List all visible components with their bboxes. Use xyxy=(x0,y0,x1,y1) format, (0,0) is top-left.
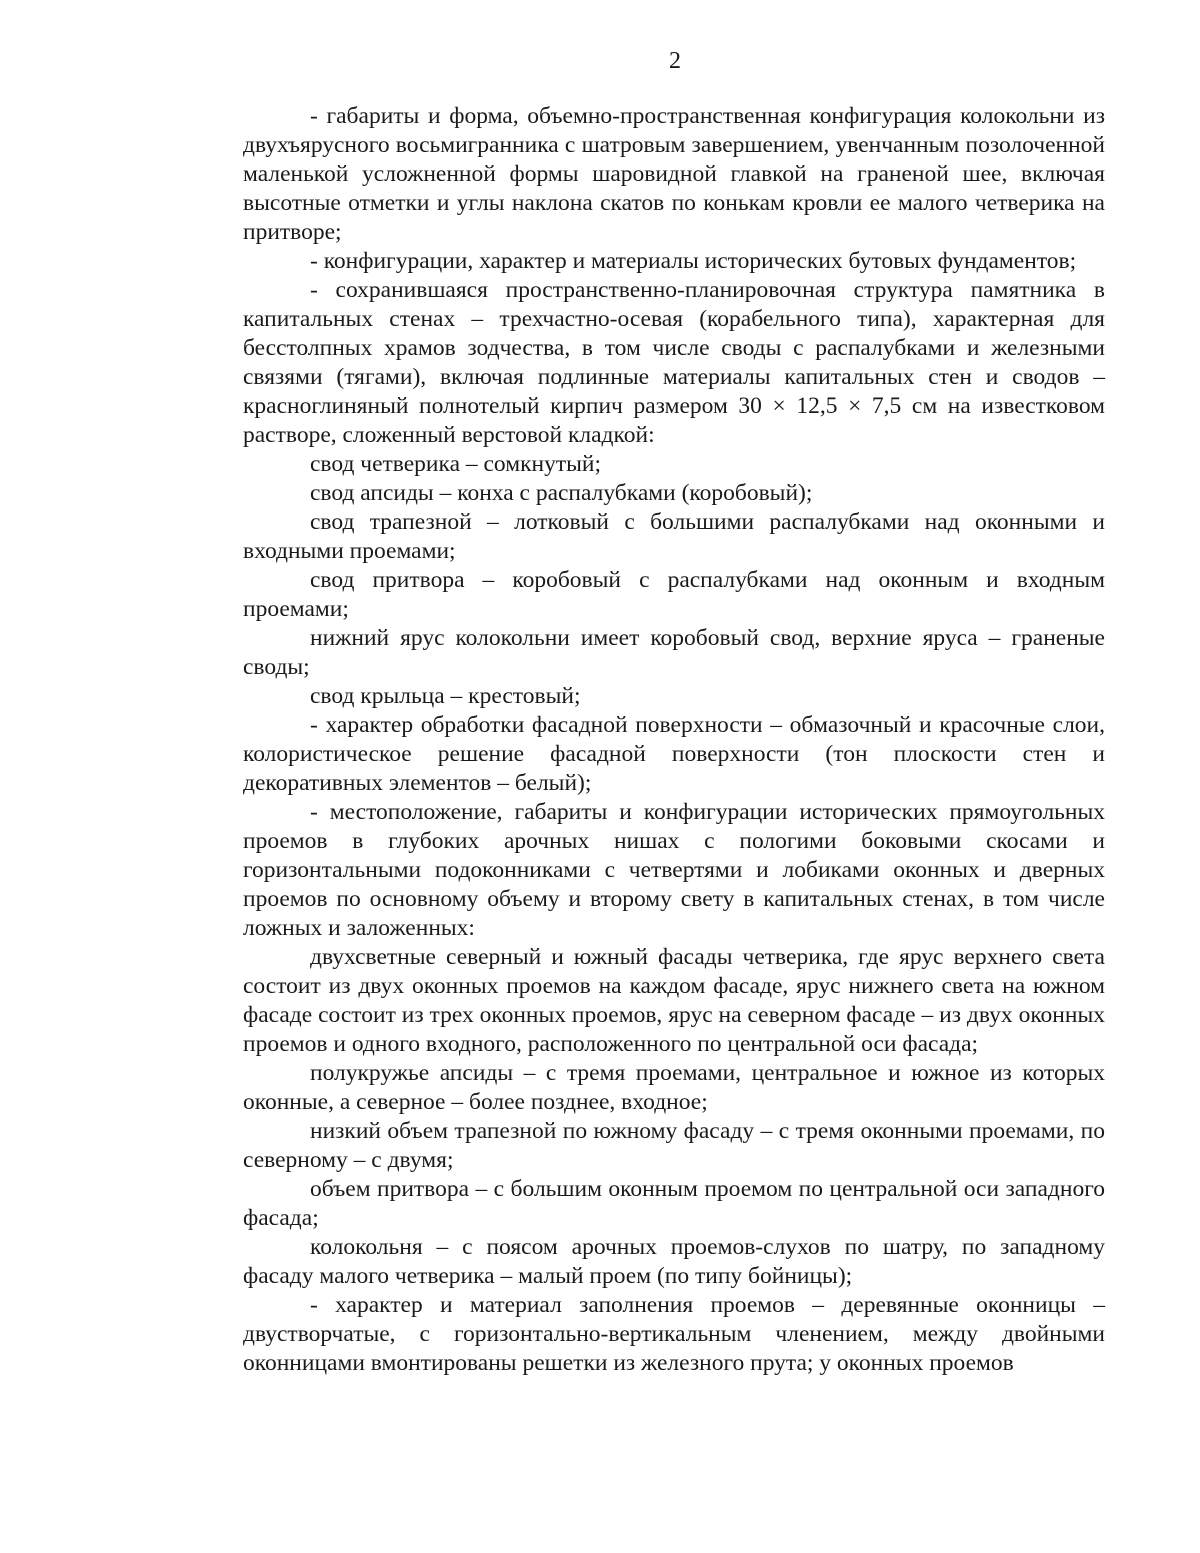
paragraph-bell-tower-openings: колокольня – с поясом арочных проемов-слухов по шатру, по западному фасаду малого четверика – малый проем (по типу бойницы); xyxy=(243,1234,1105,1289)
paragraph-openings-location: - местоположение, габариты и конфигурации исторических прямоугольных проемов в глубоких арочных нишах с пологими боковыми скосами и горизонтальными подоконниками с четвертями и лобиками оконных и дверных проемов по основному объему и второму свету в капитальных стенах, в том числе ложных и заложенных: xyxy=(243,799,1105,941)
paragraph-window-fillings: - характер и материал заполнения проемов – деревянные оконницы – двустворчатые, с горизонтально-вертикальным членением, между двойными оконницами вмонтированы решетки из железного прута; у оконных проемов xyxy=(243,1292,1105,1376)
paragraph-spatial-structure: - сохранившаяся пространственно-планировочная структура памятника в капитальных стенах – трехчастно-осевая (корабельного типа), характерная для бесстолпных храмов зодчества, в том числе своды с распалубками и железными связями (тягами), включая подлинные материалы капитальных стен и сводов – красноглиняный полнотелый кирпич размером 30 × 12,5 × 7,5 см на известковом растворе, сложенный верстовой кладкой: xyxy=(243,277,1105,448)
page-number: 2 xyxy=(669,48,681,74)
paragraph-chetverik-vault: свод четверика – сомкнутый; xyxy=(310,451,602,477)
paragraph-chetverik-facades: двухсветные северный и южный фасады четверика, где ярус верхнего света состоит из двух оконных проемов на каждом фасаде, ярус нижнего света на южном фасаде состоит из трех оконных проемов, ярус на северном фасаде – из двух оконных проемов и одного входного, расположенного по центральной оси фасада; xyxy=(243,944,1105,1057)
paragraph-apse-openings: полукружье апсиды – с тремя проемами, центральное и южное из которых оконные, а северное – более позднее, входное; xyxy=(243,1060,1105,1115)
paragraph-bell-tower-dimensions: - габариты и форма, объемно-пространственная конфигурация колокольни из двухъярусного восьмигранника с шатровым завершением, увенчанным позолоченной маленькой усложненной формы шаровидной главкой на граненой шее, включая высотные отметки и углы наклона скатов по конькам кровли ее малого четверика на притворе; xyxy=(243,103,1105,245)
paragraph-narthex-vault: свод притвора – коробовый с распалубками над оконным и входным проемами; xyxy=(243,567,1105,622)
paragraph-foundations: - конфигурации, характер и материалы исторических бутовых фундаментов; xyxy=(310,248,1077,274)
document-body xyxy=(243,102,1105,1378)
paragraph-refectory-openings: низкий объем трапезной по южному фасаду – с тремя оконными проемами, по северному – с двумя; xyxy=(243,1118,1105,1173)
paragraph-bell-tower-vaults: нижний ярус колокольни имеет коробовый свод, верхние яруса – граненые своды; xyxy=(243,625,1105,680)
paragraph-refectory-vault: свод трапезной – лотковый с большими распалубками над оконными и входными проемами; xyxy=(243,509,1105,564)
paragraph-facade-finish: - характер обработки фасадной поверхности – обмазочный и красочные слои, колористическое решение фасадной поверхности (тон плоскости стен и декоративных элементов – белый); xyxy=(243,712,1105,796)
paragraph-porch-vault: свод крыльца – крестовый; xyxy=(310,683,581,709)
paragraph-apse-vault: свод апсиды – конха с распалубками (коробовый); xyxy=(310,480,813,506)
paragraph-narthex-openings: объем притвора – с большим оконным проемом по центральной оси западного фасада; xyxy=(243,1176,1105,1231)
